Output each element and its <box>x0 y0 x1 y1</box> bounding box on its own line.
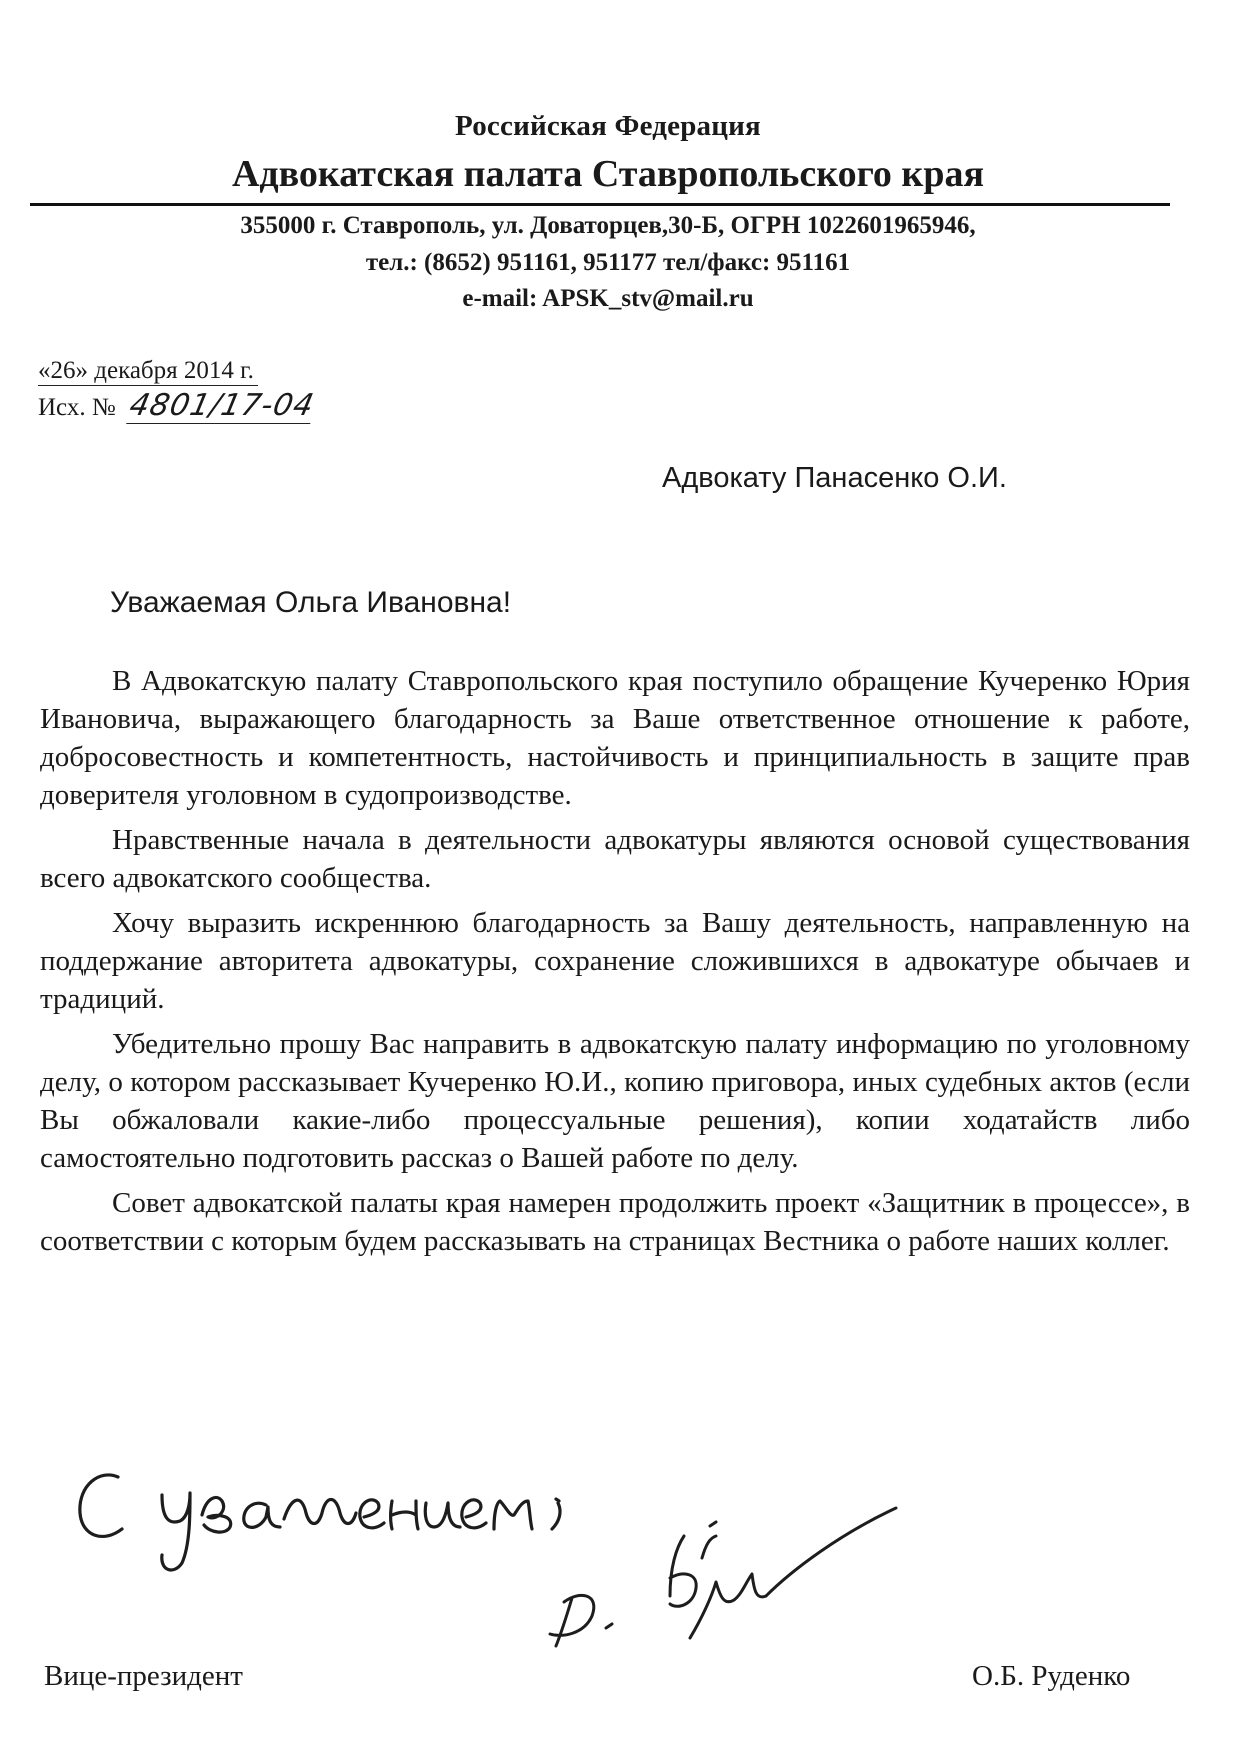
signature-drawing <box>520 1478 940 1658</box>
body-paragraph: Совет адвокатской палаты края намерен продолжить проект «Защитник в процессе», в соответствии с которым будем рассказывать на страницах Вестника о работе наших коллег. <box>40 1187 1190 1257</box>
letterhead-phones: тел.: (8652) 951161, 951177 тел/факс: 951161 <box>365 249 851 276</box>
letter-body <box>40 662 1190 1267</box>
signatory-name: О.Б. Руденко <box>972 1660 1131 1692</box>
outgoing-reference-label: Исх. № <box>38 394 116 421</box>
outgoing-reference-number: 4801/17-04 <box>126 388 318 423</box>
handwritten-signature <box>520 1478 940 1663</box>
body-paragraph: Убедительно прошу Вас направить в адвокатскую палату информацию по уголовному делу, о котором рассказывает Кучеренко Ю.И., копию приговора, иных судебных актов (если Вы обжаловали какие-либо процессуальные решения), копии ходатайств либо самостоятельно подготовить рассказ о Вашей работе по делу. <box>40 1028 1190 1174</box>
letterhead-divider <box>30 203 1170 206</box>
addressee: Адвокату Панасенко О.И. <box>662 462 1007 494</box>
letterhead-organization: Адвокатская палата Ставропольского края <box>231 153 985 195</box>
salutation: Уважаемая Ольга Ивановна! <box>110 586 512 619</box>
body-paragraph: Нравственные начала в деятельности адвокатуры являются основой существования всего адвокатского сообщества. <box>40 824 1190 894</box>
letterhead-address: 355000 г. Ставрополь, ул. Доваторцев,30-Б, ОГРН 1022601965946, <box>240 212 976 239</box>
letter-date: «26» декабря 2014 г. <box>38 357 258 386</box>
letterhead-email: e-mail: APSK_stv@mail.ru <box>462 285 754 312</box>
signatory-role: Вице-президент <box>44 1660 243 1692</box>
outgoing-reference <box>38 388 318 424</box>
body-paragraph: Хочу выразить искреннюю благодарность за Вашу деятельность, направленную на поддержание авторитета адвокатуры, сохранение сложившихся в адвокатуре обычаев и традиций. <box>40 907 1190 1015</box>
letterhead-country: Российская Федерация <box>455 110 761 142</box>
body-paragraph: В Адвокатскую палату Ставропольского края поступило обращение Кучеренко Юрия Ивановича, выражающего благодарность за Ваше ответственное отношение к работе, добросовестность и компетентность, настойчивость и принципиальность в защите прав доверителя уголовном в судопроизводстве. <box>40 665 1190 811</box>
